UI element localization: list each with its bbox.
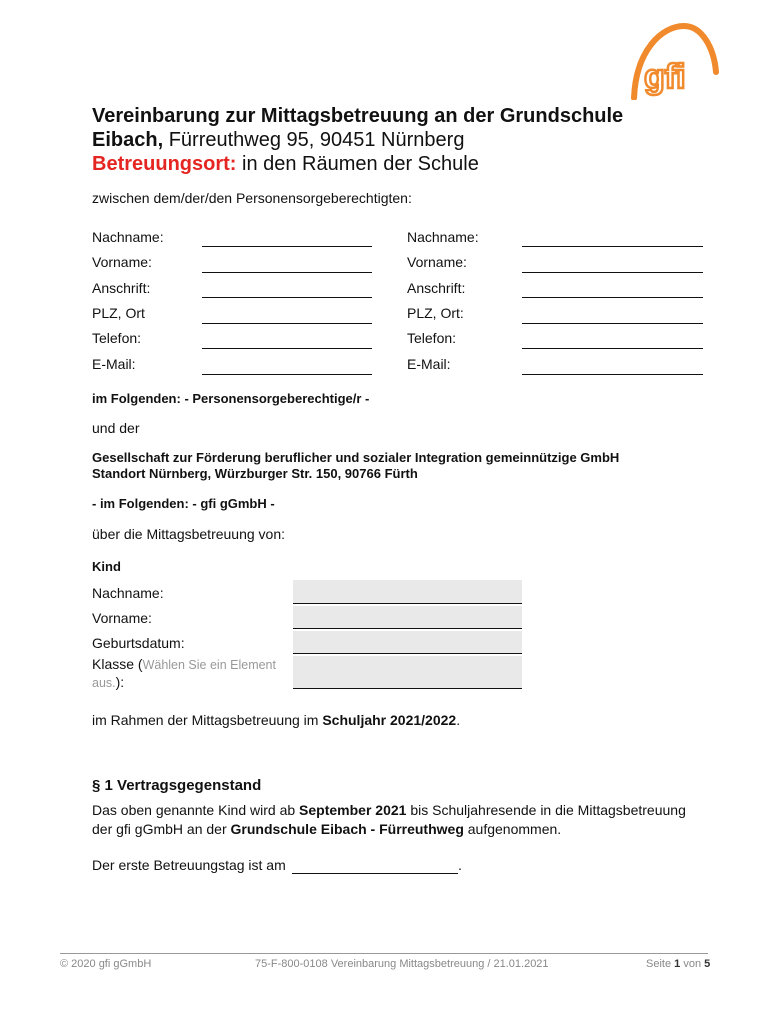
title-line-1: Vereinbarung zur Mittagsbetreuung an der Grundschule — [92, 105, 624, 127]
guardian2-email-field[interactable] — [522, 374, 703, 375]
child-firstname-label: Vorname: — [92, 610, 152, 626]
school-name: Grundschule Eibach - Fürreuthweg — [230, 821, 464, 837]
child-birthdate-field[interactable] — [293, 631, 522, 654]
gfi-logo-icon — [622, 20, 722, 100]
class-placeholder-1: Wählen Sie ein Element — [142, 658, 276, 672]
child-class-dropdown[interactable] — [293, 656, 522, 688]
guardian1-firstname-label: Vorname: — [92, 254, 152, 270]
gfi-logo — [622, 20, 722, 100]
child-heading: Kind — [92, 559, 121, 574]
child-lastname-underline — [293, 603, 522, 604]
class-placeholder-2: aus. — [92, 676, 116, 690]
footer-copyright: © 2020 gfi gGmbH — [60, 958, 152, 970]
guardian2-firstname-label: Vorname: — [407, 254, 467, 270]
guardian1-zip-city-field[interactable] — [202, 323, 372, 324]
and-text: und der — [92, 420, 140, 436]
title-eibach: Eibach, — [92, 129, 164, 151]
first-day-label: Der erste Betreuungstag ist am — [92, 857, 286, 873]
guardian1-firstname-field[interactable] — [202, 272, 372, 273]
child-lastname-label: Nachname: — [92, 585, 164, 601]
guardian2-phone-field[interactable] — [522, 348, 703, 349]
title-line-3 — [92, 152, 479, 176]
child-birthdate-label: Geburtsdatum: — [92, 635, 185, 651]
guardian1-lastname-label: Nachname: — [92, 229, 164, 245]
child-class-label: Klasse (Wählen Sie ein Element — [92, 656, 276, 672]
schoolyear-value: Schuljahr 2021/2022 — [322, 712, 457, 728]
section1-paragraph-line-2: der gfi gGmbH an der Grundschule Eibach - Fürreuthweg aufgenommen. — [92, 821, 562, 837]
guardian1-address-field[interactable] — [202, 297, 372, 298]
guardian2-email-label: E-Mail: — [407, 356, 451, 372]
about-text: über die Mittagsbetreuung von: — [92, 526, 286, 542]
title-address: Fürreuthweg 95, 90451 Nürnberg — [163, 129, 465, 151]
first-day-field[interactable] — [292, 873, 458, 874]
footer-document-id: 75-F-800-0108 Vereinbarung Mittagsbetreuung / 21.01.2021 — [255, 958, 549, 970]
guardian2-firstname-field[interactable] — [522, 272, 703, 273]
guardian1-address-label: Anschrift: — [92, 280, 151, 296]
section1-paragraph-line-1: Das oben genannte Kind wird ab September 2021 bis Schuljahresende in die Mittagsbetreuung — [92, 802, 686, 818]
child-class-underline — [293, 688, 522, 689]
section1-heading: § 1 Vertragsgegenstand — [92, 777, 262, 794]
guardian2-lastname-label: Nachname: — [407, 229, 479, 245]
guardian2-address-label: Anschrift: — [407, 280, 466, 296]
between-text: zwischen dem/der/den Personensorgeberechtigten: — [92, 190, 412, 206]
guardian1-phone-label: Telefon: — [92, 330, 142, 346]
child-firstname-field[interactable] — [293, 606, 522, 629]
guardian1-email-label: E-Mail: — [92, 356, 136, 372]
title-line-2 — [92, 128, 464, 152]
child-lastname-field[interactable] — [293, 580, 522, 604]
logo-text: gfi — [644, 58, 686, 96]
child-class-label-end: aus.): — [92, 674, 125, 690]
guardian1-phone-field[interactable] — [202, 348, 372, 349]
following-guardian: im Folgenden: - Personensorgeberechtige/r - — [92, 391, 370, 406]
guardian1-zip-city-label: PLZ, Ort — [92, 305, 145, 321]
guardian2-phone-label: Telefon: — [407, 330, 457, 346]
guardian2-address-field[interactable] — [522, 297, 703, 298]
first-day-period: . — [458, 857, 462, 873]
company-line-1: Gesellschaft zur Förderung beruflicher und sozialer Integration gemeinnützige GmbH — [92, 450, 620, 465]
following-company: - im Folgenden: - gfi gGmbH - — [92, 496, 275, 511]
guardian1-email-field[interactable] — [202, 374, 372, 375]
company-line-2: Standort Nürnberg, Würzburger Str. 150, 90766 Fürth — [92, 466, 418, 481]
care-location-text: in den Räumen der Schule — [236, 153, 479, 175]
start-month: September 2021 — [299, 802, 407, 818]
guardian2-zip-city-field[interactable] — [522, 323, 703, 324]
guardian1-lastname-field[interactable] — [202, 246, 372, 247]
guardian2-lastname-field[interactable] — [522, 246, 703, 247]
child-firstname-underline — [293, 628, 522, 629]
guardian2-zip-city-label: PLZ, Ort: — [407, 305, 464, 321]
footer-rule — [60, 953, 708, 954]
child-birthdate-underline — [293, 653, 522, 654]
footer-page-number: Seite 1 von 5 — [646, 958, 711, 970]
schoolyear-text: im Rahmen der Mittagsbetreuung im Schuljahr 2021/2022. — [92, 712, 461, 728]
care-location-label: Betreuungsort: — [92, 153, 237, 175]
